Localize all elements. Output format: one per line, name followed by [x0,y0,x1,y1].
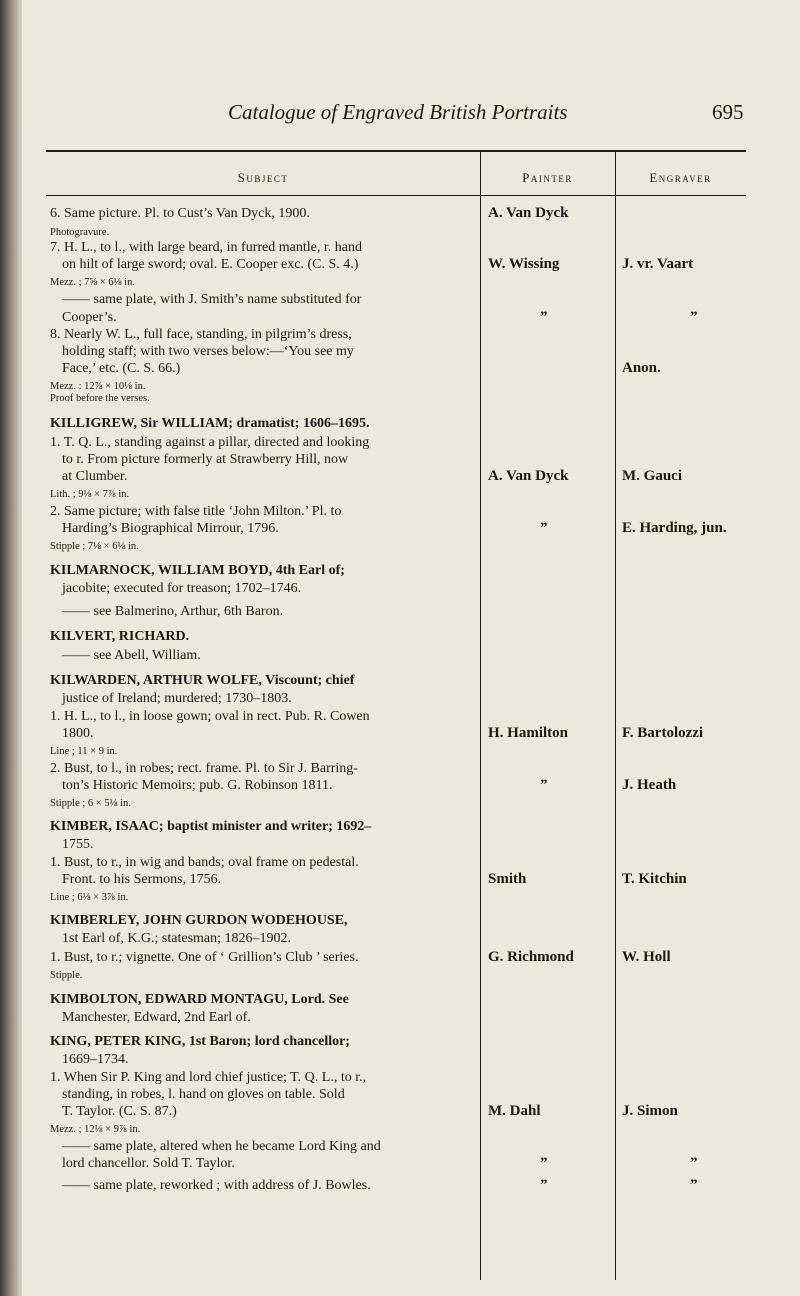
subject-text-line: —— see Abell, William. [62,648,201,663]
engraver-name: M. Gauci [622,468,682,484]
subject-text-line: 2. Bust, to l., in robes; rect. frame. Pl. to Sir J. Barring- [50,761,358,776]
subject-text-line: 1669–1734. [62,1052,129,1067]
subject-text-line: —— same plate, with J. Smith’s name substituted for [62,292,362,307]
subject-text-line: holding staff; with two verses below:—‘You see my [62,344,354,359]
subject-text-line: ton’s Historic Memoirs; pub. G. Robinson 1811. [62,778,333,793]
subject-text-line: 1. Bust, to r., in wig and bands; oval frame on pedestal. [50,855,359,870]
engraver-name: ” [690,1155,698,1171]
engraver-name: F. Bartolozzi [622,725,704,741]
subject-text-line: Proof before the verses. [50,393,150,404]
subject-text-line: at Clumber. [62,469,128,484]
painter-name: A. Van Dyck [488,205,569,221]
subject-text-line: KIMBER, ISAAC; baptist minister and writer; 1692– [50,819,372,834]
subject-text-line: —— same plate, altered when he became Lord King and [62,1139,381,1154]
painter-name: M. Dahl [488,1103,541,1119]
subject-text-line: Line ; 11 × 9 in. [50,746,118,757]
painter-name: H. Hamilton [488,725,569,741]
painter-name: W. Wissing [488,256,560,272]
engraver-name: E. Harding, jun. [622,520,727,536]
subject-text-line: 8. Nearly W. L., full face, standing, in pilgrim’s dress, [50,327,352,342]
painter-name: ” [540,1177,548,1193]
subject-text-line: Cooper’s. [62,310,117,325]
engraver-name: J. vr. Vaart [622,256,694,272]
engraver-name: ” [690,1177,698,1193]
subject-text-line: to r. From picture formerly at Strawberry Hill, now [62,452,349,467]
subject-text-line: Lith. ; 9⅛ × 7⅞ in. [50,489,130,500]
engraver-name: ” [690,309,698,325]
painter-name: ” [540,520,548,536]
running-title: Catalogue of Engraved British Portraits [228,100,568,124]
subject-text-line: 1. H. L., to l., in loose gown; oval in rect. Pub. R. Cowen [50,709,370,724]
subject-text-line: 6. Same picture. Pl. to Cust’s Van Dyck, 1900. [50,206,310,221]
subject-text-line: 1755. [62,837,94,852]
subject-text-line: Mezz. ; 7⅝ × 6⅛ in. [50,277,135,288]
subject-text-line: Line ; 6⅛ × 3⅞ in. [50,892,129,903]
subject-text-line: KIMBERLEY, JOHN GURDON WODEHOUSE, [50,913,348,928]
subject-text-line: —— see Balmerino, Arthur, 6th Baron. [62,604,284,619]
painter-name: ” [540,309,548,325]
subject-text-line: KILVERT, RICHARD. [50,629,190,644]
column-divider-engraver [615,150,616,1280]
column-header-painter: Painter [522,170,573,185]
subject-text-line: KILLIGREW, Sir WILLIAM; dramatist; 1606–1695. [50,416,370,431]
subject-text-line: Front. to his Sermons, 1756. [62,872,222,887]
subject-text-line: Stipple ; 7⅛ × 6⅛ in. [50,541,139,552]
subject-text-line: KIMBOLTON, EDWARD MONTAGU, Lord. See [50,992,349,1007]
subject-text-line: 1st Earl of, K.G.; statesman; 1826–1902. [62,931,292,946]
subject-text-line: 2. Same picture; with false title ‘John Milton.’ Pl. to [50,504,342,519]
painter-name: ” [540,1155,548,1171]
engraver-name: T. Kitchin [622,871,687,887]
subject-text-line: T. Taylor. (C. S. 87.) [62,1104,177,1119]
table-top-rule [46,150,746,152]
subject-text-line: Face,’ etc. (C. S. 66.) [62,361,181,376]
subject-text-line: KILWARDEN, ARTHUR WOLFE, Viscount; chief [50,673,355,688]
painter-name: ” [540,777,548,793]
subject-text-line: jacobite; executed for treason; 1702–1746. [62,581,302,596]
subject-text-line: 1. T. Q. L., standing against a pillar, directed and looking [50,435,370,450]
subject-text-line: Stipple ; 6 × 5⅛ in. [50,798,131,809]
subject-text-line: 7. H. L., to l., with large beard, in furred mantle, r. hand [50,240,362,255]
subject-text-line: KILMARNOCK, WILLIAM BOYD, 4th Earl of; [50,563,345,578]
running-header [0,100,800,130]
engraver-name: J. Simon [622,1103,678,1119]
painter-name: Smith [488,871,527,887]
subject-text-line: 1. Bust, to r.; vignette. One of ‘ Grillion’s Club ’ series. [50,950,359,965]
subject-text-line: Manchester, Edward, 2nd Earl of. [62,1010,251,1025]
column-divider-painter [480,150,481,1280]
subject-text-line: lord chancellor. Sold T. Taylor. [62,1156,235,1171]
engraver-name: Anon. [622,360,661,376]
subject-text-line: KING, PETER KING, 1st Baron; lord chancellor; [50,1034,350,1049]
subject-text-line: on hilt of large sword; oval. E. Cooper exc. (C. S. 4.) [62,257,359,272]
engraver-name: J. Heath [622,777,677,793]
subject-text-line: justice of Ireland; murdered; 1730–1803. [62,691,292,706]
subject-text-line: Harding’s Biographical Mirrour, 1796. [62,521,279,536]
subject-text-line: 1800. [62,726,94,741]
column-header-subject: Subject [237,170,289,185]
book-spine-shadow [0,0,22,1296]
painter-name: G. Richmond [488,949,574,965]
subject-text-line: Stipple. [50,970,83,981]
subject-text-line: —— same plate, reworked ; with address of J. Bowles. [62,1178,371,1193]
subject-text-line: Photogravure. [50,227,110,238]
subject-text-line: Mezz. ; 12⅛ × 9⅞ in. [50,1124,141,1135]
column-header-engraver: Engraver [649,170,712,185]
subject-text-line: 1. When Sir P. King and lord chief justice; T. Q. L., to r., [50,1070,367,1085]
subject-text-line: standing, in robes, l. hand on gloves on table. Sold [62,1087,345,1102]
engraver-name: W. Holl [622,949,671,965]
painter-name: A. Van Dyck [488,468,569,484]
header-rule [46,195,746,196]
page-number: 695 [712,100,744,124]
subject-text-line: Mezz. : 12⅞ × 10⅛ in. [50,381,146,392]
